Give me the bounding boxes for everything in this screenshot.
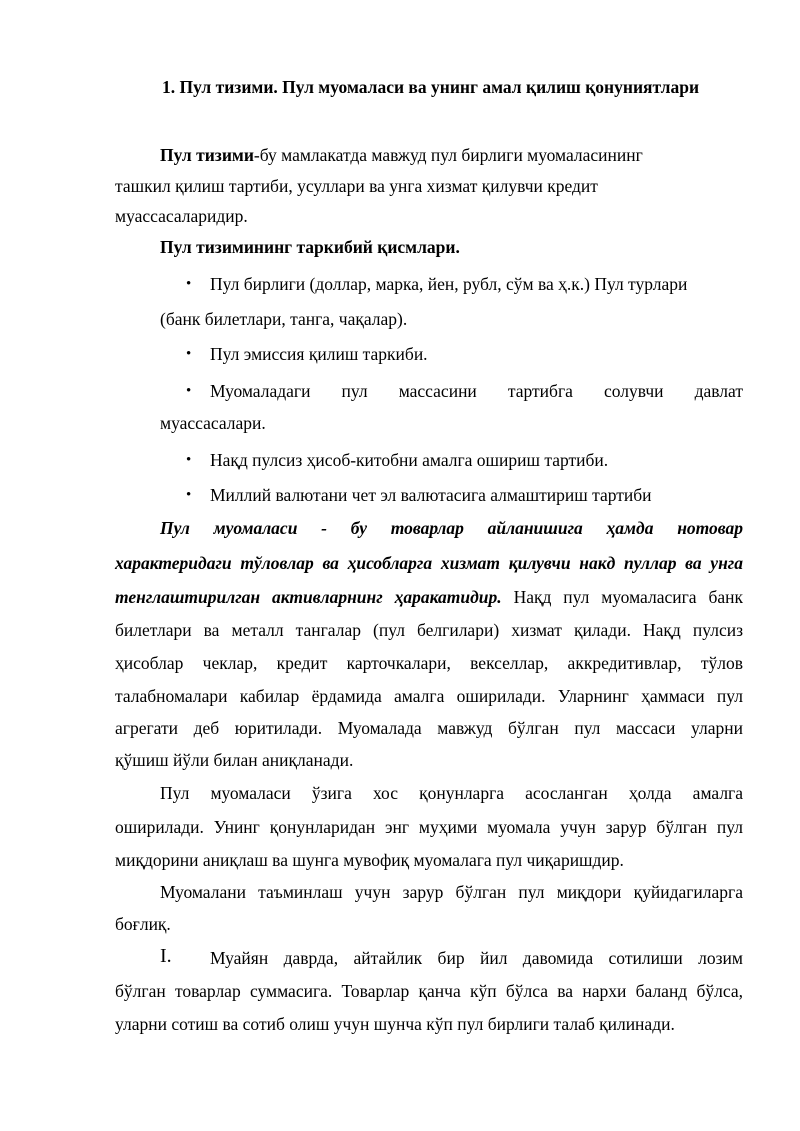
section-heading: 1. Пул тизими. Пул муомаласи ва унинг амал қилиш қонуниятлари [162, 77, 700, 97]
paragraph-1-line-8: қўшиш йўли билан аниқланади. [115, 750, 354, 770]
paragraph-1-line-5: ҳисоблар чеклар, кредит карточкалари, векселлар, аккредитивлар, тўлов [115, 653, 743, 673]
components-title: Пул тизимининг таркибий қисмлари. [160, 237, 460, 257]
item-1-line-2: бўлган товарлар суммасига. Товарлар қанча кўп бўлса ва нархи баланд бўлса, [115, 981, 743, 1001]
bullet-3-line-1: Муомаладаги пул массасини тартибга солувчи давлат [210, 381, 743, 401]
definition-term: Пул тизими [160, 145, 254, 165]
bullet-icon: • [186, 346, 192, 362]
bullet-1-line-2: (банк билетлари, танга, чақалар). [160, 309, 408, 329]
bullet-icon: • [186, 487, 192, 503]
paragraph-1-line-6: талабномалари кабилар ёрдамида амалга оширилади. Уларнинг ҳаммаси пул [115, 686, 743, 706]
bullet-1-line-1: Пул бирлиги (доллар, марка, йен, рубл, сўм ва ҳ.к.) Пул турлари [210, 274, 688, 294]
definition-line-2: ташкил қилиш тартиби, усуллари ва унга хизмат қилувчи кредит [115, 176, 598, 196]
definition-line-1 [160, 145, 643, 165]
paragraph-3-line-2: боғлиқ. [115, 914, 171, 934]
paragraph-1-line-4: билетлари ва металл тангалар (пул белгилари) хизмат қилади. Нақд пулсиз [115, 620, 743, 640]
bullet-3-line-2: муассасалари. [160, 413, 266, 433]
paragraph-1-term: тенглаштирилган активларнинг ҳаракатидир. [115, 587, 502, 607]
definition-text: -бу мамлакатда мавжуд пул бирлиги муомаласининг [253, 145, 643, 165]
bullet-icon: • [186, 383, 192, 399]
paragraph-3-line-1: Муомалани таъминлаш учун зарур бўлган пул миқдори қуйидагиларга [160, 882, 743, 902]
paragraph-1-line-3 [115, 587, 743, 607]
item-1-line-3: уларни сотиш ва сотиб олиш учун шунча кўп пул бирлиги талаб қилинади. [115, 1014, 675, 1034]
bullet-5: Миллий валютани чет эл валютасига алмаштириш тартиби [210, 485, 652, 505]
paragraph-2-line-3: миқдорини аниқлаш ва шунга мувофиқ муомалага пул чиқаришдир. [115, 850, 624, 870]
bullet-icon: • [186, 276, 192, 292]
definition-line-3: муассасаларидир. [115, 206, 248, 226]
paragraph-1-line-7: агрегати деб юритилади. Муомалада мавжуд бўлган пул массаси уларни [115, 718, 743, 738]
item-number: I. [160, 945, 172, 967]
bullet-2: Пул эмиссия қилиш таркиби. [210, 344, 428, 364]
bullet-4: Нақд пулсиз ҳисоб-китобни амалга ошириш тартиби. [210, 450, 609, 470]
paragraph-1-text: Нақд пул муомаласига банк [513, 587, 743, 607]
item-1-line-1: Муайян даврда, айтайлик бир йил давомида сотилиши лозим [210, 948, 743, 968]
paragraph-2-line-1: Пул муомаласи ўзига хос қонунларга асосланган ҳолда амалга [160, 783, 743, 803]
paragraph-2-line-2: оширилади. Унинг қонунларидан энг муҳими муомала учун зарур бўлган пул [115, 817, 743, 837]
bullet-icon: • [186, 452, 192, 468]
paragraph-1-line-1: Пул муомаласи - бу товарлар айланишига ҳамда нотовар [160, 518, 743, 538]
paragraph-1-line-2: характеридаги тўловлар ва ҳисобларга хизмат қилувчи накд пуллар ва унга [115, 553, 743, 573]
